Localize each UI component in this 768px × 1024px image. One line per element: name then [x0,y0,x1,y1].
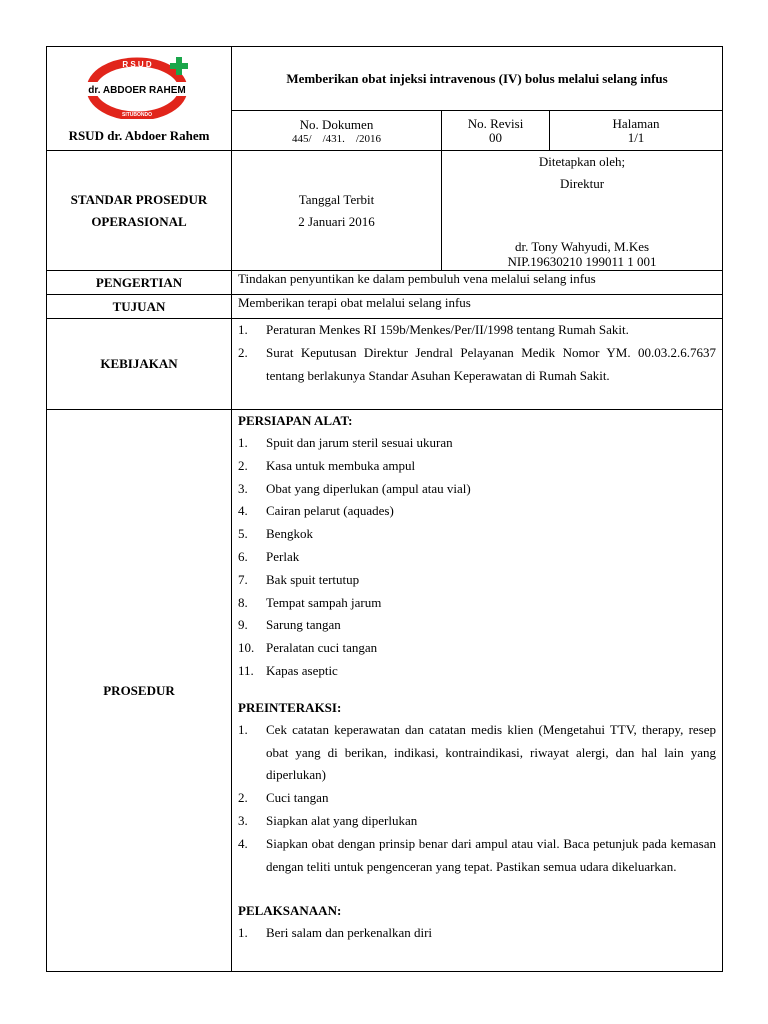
kebijakan-cell [232,319,723,410]
persiapan-list [238,432,716,683]
revision-value: 00 [489,130,502,145]
list-item: 2. Surat Keputusan Direktur Jendral Pelayanan Medik Nomor YM. 00.03.2.6.7637 tentang berlakunya Standar Asuhan Keperawatan di Rumah Sakit. [238,344,717,383]
pengertian-text: Tindakan penyuntikan ke dalam pembuluh vena melalui selang infus [232,271,723,295]
list-item: 1. Spuit dan jarum steril sesuai ukuran [238,435,453,450]
list-item: 9. Sarung tangan [238,617,341,633]
list-item: 3. Obat yang diperlukan (ampul atau vial) [238,480,471,496]
list-item: 8. Tempat sampah jarum [238,594,382,610]
tujuan-label: TUJUAN [47,295,232,319]
hospital-cell [47,47,232,151]
list-item: 10. Peralatan cuci tangan [238,640,378,656]
prosedur-label: PROSEDUR [47,410,232,972]
svg-text:SITUBONDO: SITUBONDO [122,112,152,118]
sop-label-cell [47,151,232,271]
kebijakan-label: KEBIJAKAN [47,319,232,410]
sop-label-line2: OPERASIONAL [91,213,187,229]
list-item: 4. Siapkan obat dengan prinsip benar dari ampul atau vial. Baca petunjuk pada kemasan dengan teliti untuk pengenceran yang tepat. Pastikan semua udara dikeluarkan. [238,835,717,874]
list-item: 3. Siapkan alat yang diperlukan [238,812,418,828]
list-item: 1. Peraturan Menkes RI 159b/Menkes/Per/II/1998 tentang Rumah Sakit. [238,322,629,337]
page-label: Halaman [612,116,660,131]
sop-table [46,46,723,972]
list-item: 7. Bak spuit tertutup [238,571,360,587]
hospital-logo [79,55,199,119]
svg-text:dr. ABDOER RAHEM: dr. ABDOER RAHEM [88,85,186,96]
revision-label: No. Revisi [467,116,524,131]
list-item: 5. Bengkok [238,526,313,542]
page-value: 1/1 [627,130,645,145]
approval-cell [442,151,723,271]
list-item: 4. Cairan pelarut (aquades) [238,503,394,519]
issue-date: 2 Januari 2016 [298,213,375,229]
approver-position: Direktur [559,176,605,191]
document-title: Memberikan obat injeksi intravenous (IV) bolus melalui selang infus [232,47,723,111]
approved-by: Ditetapkan oleh; [538,154,626,169]
issue-label: Tanggal Terbit [298,191,375,207]
signer-name: dr. Tony Wahyudi, M.Kes [514,239,650,254]
kebijakan-list [238,319,716,387]
hospital-name: RSUD dr. Abdoer Rahem [68,128,210,143]
list-item: 2. Cuci tangan [238,790,329,806]
persiapan-title: PERSIAPAN ALAT: [238,413,353,428]
page-cell [550,111,723,151]
pelaksanaan-title: PELAKSANAAN: [238,903,342,919]
issue-date-cell [232,151,442,271]
pelaksanaan-list [238,922,716,945]
preinteraksi-title: PREINTERAKSI: [238,699,342,715]
sop-label-line1: STANDAR PROSEDUR [70,191,208,207]
revision-cell [442,111,550,151]
list-item: 6. Perlak [238,548,300,564]
doc-number-cell [232,111,442,151]
signer-nip: NIP.19630210 199011 1 001 [507,254,657,269]
prosedur-cell [232,410,723,972]
list-item: 2. Kasa untuk membuka ampul [238,457,416,473]
doc-number-value: 445/ /431. /2016 [292,133,381,145]
preinteraksi-list [238,719,716,879]
list-item: 11. Kapas aseptic [238,662,338,678]
doc-number-label: No. Dokumen [299,117,374,132]
tujuan-text: Memberikan terapi obat melalui selang infus [232,295,723,319]
list-item: 1. Cek catatan keperawatan dan catatan medis klien (Mengetahui TTV, therapy, resep obat yang di berikan, indikasi, kontraindikasi, riwayat alergi, dan hal lain yang diperlukan) [238,721,717,783]
pengertian-label: PENGERTIAN [47,271,232,295]
svg-text:R S U D: R S U D [122,60,152,69]
list-item: 1. Beri salam dan perkenalkan diri [238,925,433,941]
